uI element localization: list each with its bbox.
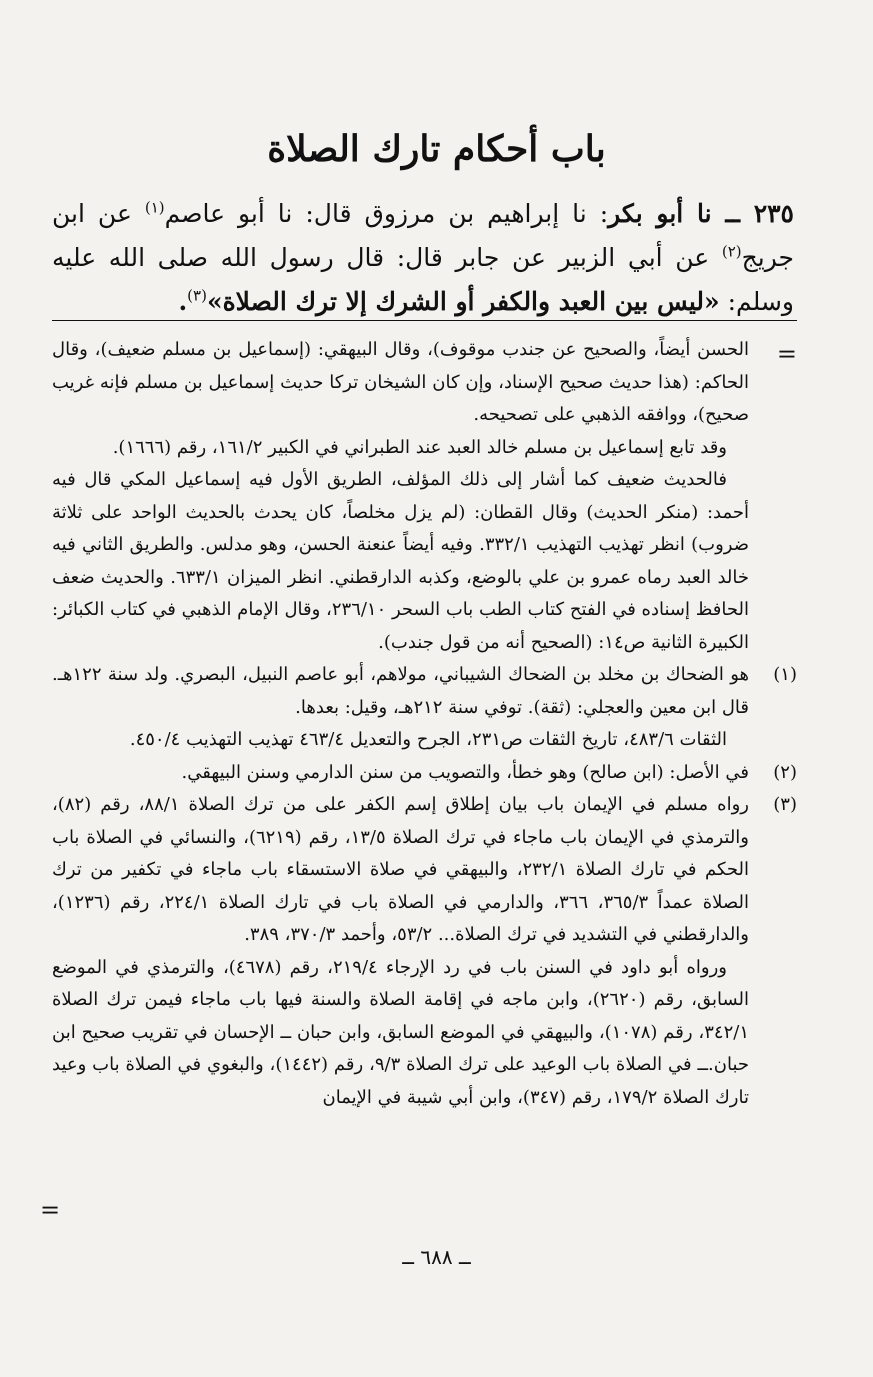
- isnad-part-b: عن ابن جريج: [52, 199, 794, 272]
- hadith-narrator: نا أبو بكر: [608, 199, 712, 228]
- hadith-dash: ــ: [711, 199, 754, 228]
- footnote-paragraph: هو الضحاك بن مخلد بن الضحاك الشيباني، مولاهم، أبو عاصم النبيل، البصري. ولد سنة ١٢٢هـ. قال ابن معين والعجلي: (ثقة). توفي سنة ٢١٢هـ، وقيل: بعدها.: [52, 664, 749, 718]
- footnote-paragraph: رواه مسلم في الإيمان باب بيان إطلاق إسم الكفر على من ترك الصلاة ٨٨/١، رقم (٨٢)، والترمذي في الإيمان باب ماجاء في ترك الصلاة ١٣/٥، رقم (٦٢١٩)، والنسائي في الصلاة باب الحكم في تارك الصلاة ٢٣٢/١، والبيهقي في صلاة الاستسقاء باب ماجاء في تكفير من ترك الصلاة عمداً ٣٦٥/٣، ٣٦٦، والدارمي في الصلاة باب في تارك الصلاة ٢٢٤/١، رقم (١٢٣٦)، والدارقطني في التشديد في ترك الصلاة... ٥٣/٢، وأحمد ٣٧٠/٣، ٣٨٩.: [52, 794, 749, 945]
- footnote-ref-1[interactable]: (١): [144, 198, 165, 217]
- footnote-number: (٣): [773, 794, 797, 815]
- isnad-part-a: : نا إبراهيم بن مرزوق قال: نا أبو عاصم: [164, 199, 609, 228]
- note-paragraph: الحسن أيضاً، والصحيح عن جندب موقوف)، وقال البيهقي: (إسماعيل بن مسلم ضعيف)، وقال الحاكم: (هذا حديث صحيح الإسناد، وإن كان الشيخان تركا حديث إسماعيل بن مسلم فإنه غريب صحيح)، ووافقه الذهبي على تصحيحه.: [52, 339, 749, 425]
- footnote-3: [52, 789, 797, 1114]
- footnote-ref-3[interactable]: (٣): [187, 286, 207, 305]
- footnote-paragraph: الثقات ٤٨٣/٦، تاريخ الثقات ص٢٣١، الجرح والتعديل ٤٦٣/٤ تهذيب التهذيب ٤٥٠/٤.: [129, 729, 727, 750]
- page-number: ــ ٦٨٨ ــ: [402, 1245, 471, 1269]
- hadith-number: ٢٣٥: [753, 199, 794, 228]
- footnote-paragraph: في الأصل: (ابن صالح) وهو خطأ، والتصويب من سنن الدارمي وسنن البيهقي.: [181, 761, 749, 783]
- note-paragraph: وقد تابع إسماعيل بن مسلم خالد العبد عند الطبراني في الكبير ١٦١/٢، رقم (١٦٦٦).: [112, 436, 727, 458]
- continues-mark: =: [40, 1196, 61, 1224]
- footnote-ref-2[interactable]: (٢): [721, 242, 742, 261]
- hadith-matn: «ليس بين العبد والكفر أو الشرك إلا ترك الصلاة»: [206, 287, 720, 316]
- footnote-paragraph: ورواه أبو داود في السنن باب في رد الإرجاء ٢١٩/٤، رقم (٤٦٧٨)، والترمذي في الموضع السابق، رقم (٢٦٢٠)، وابن ماجه في إقامة الصلاة والسنة فيها باب ماجاء فيمن ترك الصلاة ٣٤٢/١، رقم (١٠٧٨)، والبيهقي في الموضع السابق، وابن حبان ــ الإحسان في تقريب صحيح ابن حبان.ــ في الصلاة باب الوعيد على ترك الصلاة ٩/٣، رقم (١٤٤٢)، والبغوي في الصلاة باب وعيد تارك الصلاة ١٧٩/٢، رقم (٣٤٧)، وابن أبي شيبة في الإيمان: [52, 956, 750, 1108]
- footnote-1: [52, 659, 797, 757]
- previous-note-continuation: [52, 334, 797, 659]
- footnote-number: (٢): [773, 761, 797, 783]
- continuation-mark: =: [776, 340, 797, 368]
- footnotes-area: [52, 334, 797, 1114]
- footnote-separator: [52, 320, 797, 321]
- isnad-part-c: عن أبي الزبير عن جابر قال: قال رسول الله صلى الله عليه وسلم:: [52, 243, 794, 316]
- hadith-end: .: [178, 287, 188, 316]
- hadith-text: [52, 192, 794, 324]
- footnote-2: [52, 757, 797, 790]
- note-paragraph: فالحديث ضعيف كما أشار إلى ذلك المؤلف، الطريق الأول فيه إسماعيل المكي قال فيه أحمد: (منكر الحديث) وقال القطان: (لم يزل مخلصاً، كان يحدث بالحديث الواحد على ثلاثة ضروب) انظر تهذيب التهذيب ٣٣٢/١. وفيه أيضاً عنعنة الحسن، وهو مدلس. والطريق الثاني فيه خالد العبد رماه عمرو بن علي بالوضع، وكذبه الدارقطني. انظر الميزان ٦٣٣/١. والحديث ضعف الحافظ إسناده في الفتح كتاب الطب باب السحر ٢٣٦/١٠، وقال الإمام الذهبي في كتاب الكبائر: الكبيرة الثانية ص١٤: (الصحيح أنه من قول جندب).: [52, 469, 749, 653]
- chapter-title: باب أحكام تارك الصلاة: [267, 128, 606, 170]
- footnote-number: (١): [773, 664, 797, 685]
